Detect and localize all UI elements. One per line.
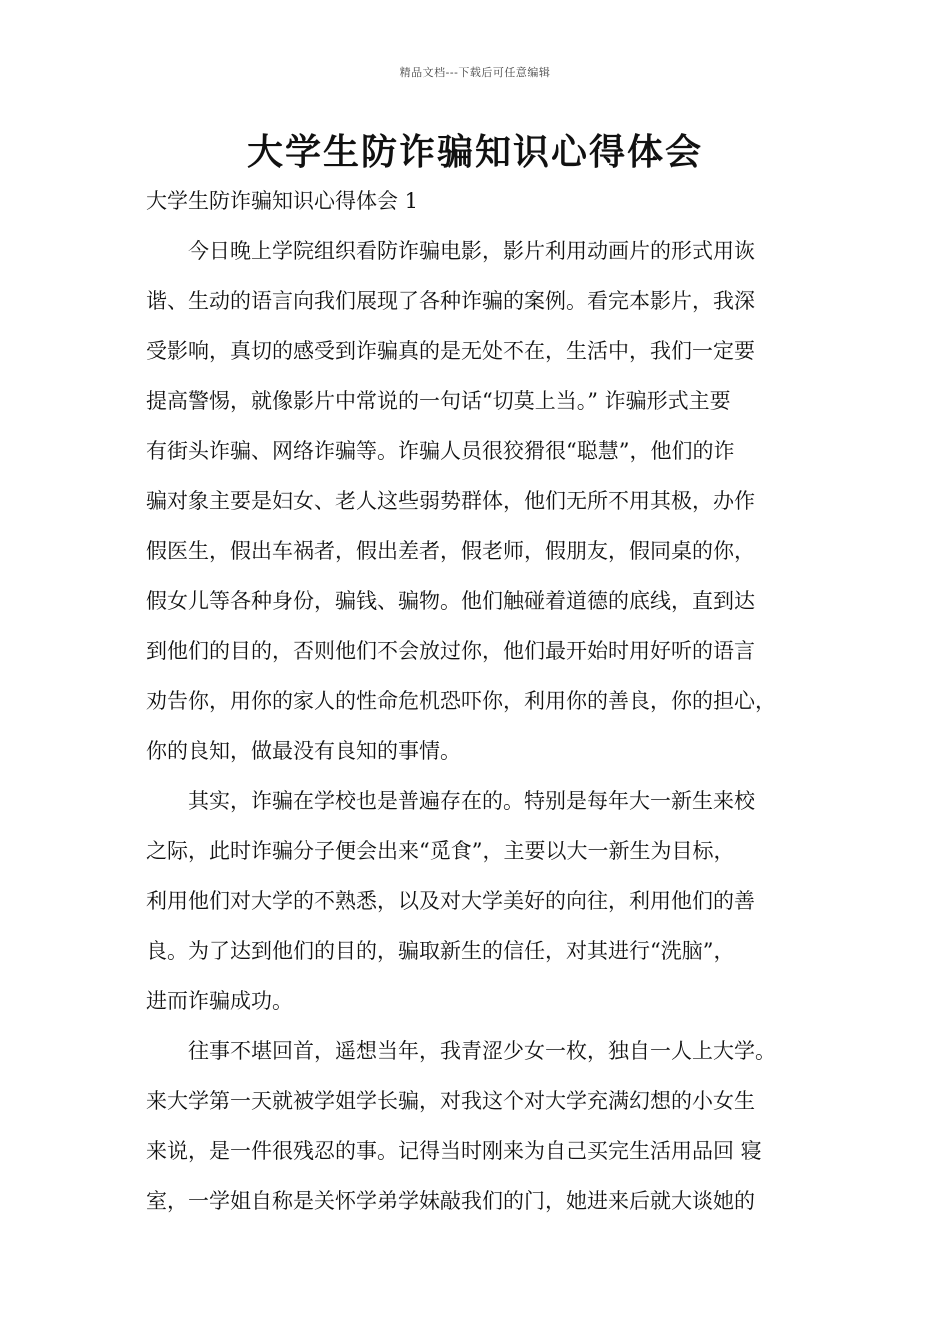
- paragraph-line: 提高警惕，就像影片中常说的一句话“切莫上当。” 诈骗形式主要: [146, 389, 731, 413]
- paragraph-line: 受影响，真切的感受到诈骗真的是无处不在，生活中，我们一定要: [146, 339, 755, 363]
- paragraph-line: 劝告你，用你的家人的性命危机恐吓你，利用你的善良，你的担心，: [146, 689, 776, 713]
- section-subtitle: 大学生防诈骗知识心得体会 1: [146, 189, 419, 213]
- paragraph-line: 假女儿等各种身份，骗钱、骗物。他们触碰着道德的底线，直到达: [146, 589, 755, 613]
- paragraph-line: 有街头诈骗、网络诈骗等。诈骗人员很狡猾很“聪慧”，他们的诈: [146, 439, 735, 463]
- paragraph-1: [146, 226, 830, 776]
- paragraph-line: 利用他们对大学的不熟悉，以及对大学美好的向往，利用他们的善: [146, 889, 755, 913]
- paragraph-line: 假医生，假出车祸者，假出差者，假老师，假朋友，假同桌的你，: [146, 539, 755, 563]
- paragraph-line: 来说，是一件很残忍的事。记得当时刚来为自己买完生活用品回 寝: [146, 1139, 762, 1163]
- paragraph-line: 进而诈骗成功。: [146, 989, 293, 1013]
- paragraph-line: 之际，此时诈骗分子便会出来“觅食”，主要以大一新生为目标，: [146, 839, 735, 863]
- paragraph-line: 往事不堪回首，遥想当年，我青涩少女一枚，独自一人上大学。: [188, 1039, 776, 1063]
- paragraph-line: 你的良知，做最没有良知的事情。: [146, 739, 461, 763]
- paragraph-line: 今日晚上学院组织看防诈骗电影，影片利用动画片的形式用诙: [188, 239, 755, 263]
- paragraph-3: [146, 1026, 830, 1226]
- paragraph-line: 骗对象主要是妇女、老人这些弱势群体，他们无所不用其极，办作: [146, 489, 755, 513]
- paragraph-2: [146, 776, 830, 1026]
- paragraph-line: 室，一学姐自称是关怀学弟学妹敲我们的门，她进来后就大谈她的: [146, 1189, 755, 1213]
- document-title: 大学生防诈骗知识心得体会: [246, 131, 703, 173]
- paragraph-line: 其实，诈骗在学校也是普遍存在的。特别是每年大一新生来校: [188, 789, 755, 813]
- paragraph-line: 来大学第一天就被学姐学长骗，对我这个对大学充满幻想的小女生: [146, 1089, 755, 1113]
- paragraph-line: 到他们的目的，否则他们不会放过你，他们最开始时用好听的语言: [146, 639, 755, 663]
- document-body: [146, 176, 830, 1226]
- header-note: 精品文档---下载后可任意编辑: [399, 66, 551, 79]
- paragraph-line: 谐、生动的语言向我们展现了各种诈骗的案例。看完本影片，我深: [146, 289, 755, 313]
- paragraph-line: 良。为了达到他们的目的，骗取新生的信任，对其进行“洗脑”，: [146, 939, 735, 963]
